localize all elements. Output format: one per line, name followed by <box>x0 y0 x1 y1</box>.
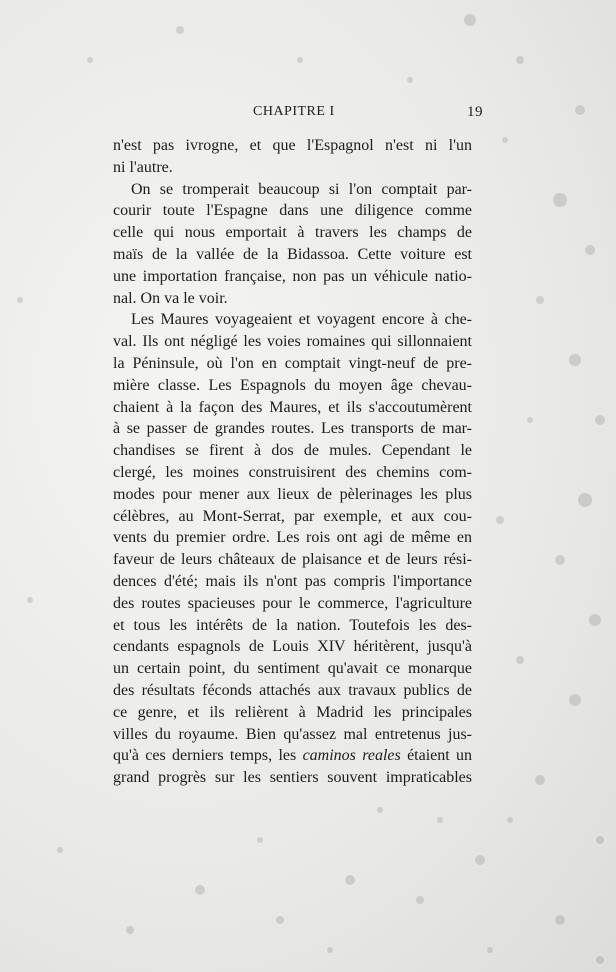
text-line: clergé, les moines construisirent des chemins com- <box>113 463 472 481</box>
text-segment: étaient un <box>407 747 473 765</box>
text-line: On se tromperait beaucoup si l'on comptait par- <box>131 180 472 198</box>
text-line: val. Ils ont négligé les voies romaines qui sillonnaient <box>113 333 472 351</box>
text-line: dences d'été; mais ils n'ont pas compris l'importance <box>113 572 472 590</box>
chapter-title: CHAPITRE I <box>253 104 335 119</box>
body-text <box>113 135 472 789</box>
text-line: et tous les intérêts de la nation. Toutefois les des- <box>113 616 472 634</box>
text-line: chaient à la façon des Maures, et ils s'accoutumèrent <box>113 398 472 416</box>
text-line: mière classe. Les Espagnols du moyen âge chevau- <box>113 376 472 394</box>
text-line: célèbres, au Mont-Serrat, par exemple, et aux cou- <box>113 507 472 525</box>
text-line: n'est pas ivrogne, et que l'Espagnol n'est ni l'un <box>113 137 472 154</box>
text-line: villes du royaume. Bien qu'assez mal entretenus jus- <box>113 725 472 743</box>
text-line: cendants espagnols de Louis XIV héritèrent, jusqu'à <box>113 638 472 656</box>
text-line: chandises se firent à dos de mules. Cependant le <box>113 442 472 460</box>
text-line: des résultats féconds attachés aux travaux publics de <box>113 681 472 699</box>
text-line: maïs de la vallée de la Bidassoa. Cette voiture est <box>113 245 472 263</box>
text-line: modes pour mener aux lieux de pèlerinages les plus <box>113 485 472 503</box>
text-line: nal. On va le voir. <box>113 289 228 307</box>
text-line: courir toute l'Espagne dans une diligence comme <box>113 202 472 220</box>
italic-phrase: caminos reales <box>302 747 401 765</box>
text-line: celle qui nous emportait à travers les champs de <box>113 224 472 242</box>
text-segment: qu'à ces derniers temps, les <box>113 747 297 765</box>
text-line: ni l'autre. <box>113 158 173 176</box>
text-line: Les Maures voyageaient et voyagent encore à che- <box>131 311 472 329</box>
page-number: 19 <box>467 104 483 120</box>
text-line: un certain point, du sentiment qu'avait ce monarque <box>113 660 472 678</box>
text-line: à se passer de grandes routes. Les transports de mar- <box>113 420 472 438</box>
text-line: faveur de leurs châteaux de plaisance et de leurs rési- <box>113 551 472 569</box>
text-line: des routes spacieuses pour le commerce, l'agriculture <box>113 594 472 612</box>
text-line: la Péninsule, où l'on en comptait vingt-neuf de pre- <box>113 354 472 372</box>
text-line: ce genre, et ils relièrent à Madrid les principales <box>113 703 472 721</box>
text-line: grand progrès sur les sentiers souvent impraticables <box>113 769 472 787</box>
running-header <box>113 104 483 124</box>
text-line: une importation française, non pas un véhicule natio- <box>113 267 472 285</box>
text-line-italic <box>113 745 472 767</box>
text-line: vents du premier ordre. Les rois ont agi de même en <box>113 529 472 547</box>
